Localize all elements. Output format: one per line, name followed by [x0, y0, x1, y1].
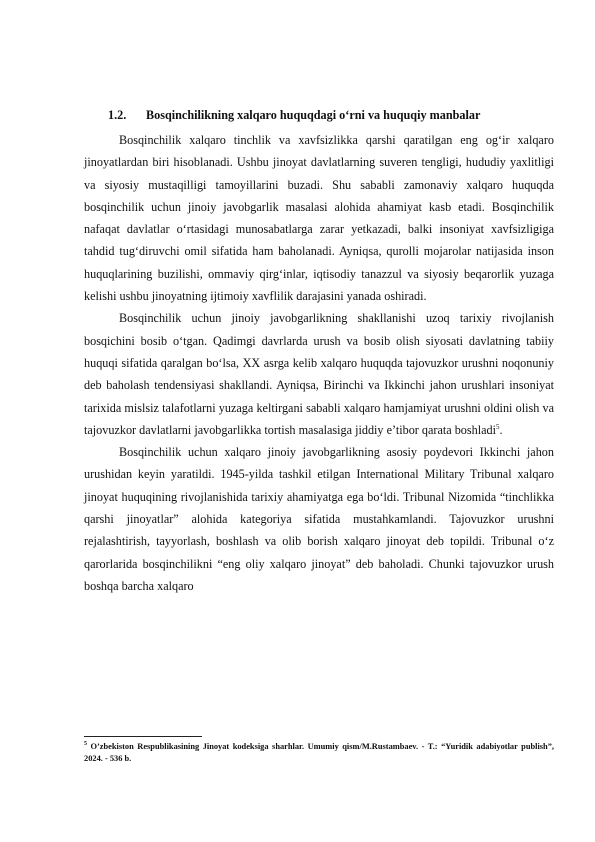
body-text	[84, 129, 554, 597]
footnote-reference[interactable]: 5	[496, 422, 500, 431]
paragraph-text: Bosqinchilik xalqaro tinchlik va xavfsizlikka qarshi qaratilgan eng og‘ir xalqaro jinoyatlardan biri hisoblanadi. Ushbu jinoyat davlatlarning suveren tengligi, hududiy yaxlitligi va siyosiy mustaqilligi tamoyillarini buzadi. Shu sababli zamonaviy xalqaro huquqda bosqinchilik uchun jinoiy javobgarlik masalasi alohida ahamiyat kasb etadi. Bosqinchilik nafaqat davlatlar o‘rtasidagi munosabatlarga zarar yetkazadi, balki insoniyat xavfsizligiga tahdid tug‘diruvchi omil sifatida ham baholanadi. Ayniqsa, qurolli mojarolar natijasida inson huquqlarining buzilishi, ommaviy qirg‘inlar, iqtisodiy tanazzul va siyosiy beqarorlik yuzaga kelishi ushbu jinoyatning ijtimoiy xavflilik darajasini yanada oshiradi.	[84, 133, 554, 304]
footnote-number: 5	[84, 741, 87, 748]
paragraph-text: Bosqinchilik uchun xalqaro jinoiy javobgarlikning asosiy poydevori Ikkinchi jahon urushidan keyin yaratildi. 1945-yilda tashkil etilgan International Military Tribunal xalqaro jinoyat huquqining rivojlanishida tarixiy ahamiyatga ega bo‘ldi. Tribunal Nizomida “tinchlikka qarshi jinoyatlar” alohida kategoriya sifatida mustahkamlandi. Tajovuzkor urushni rejalashtirish, tayyorlash, boshlash va olib borish xalqaro jinoyat deb topildi. Tribunal o‘z qarorlarida bosqinchilikni “eng oliy xalqaro jinoyat” deb baholadi. Chunki tajovuzkor urush boshqa barcha xalqaro	[84, 445, 554, 593]
paragraph-text: Bosqinchilik uchun jinoiy javobgarlikning shakllanishi uzoq tarixiy rivojlanish bosqichini bosib o‘tgan. Qadimgi davrlarda urush va bosib olish siyosati davlatning tabiiy huquqi sifatida qaralgan bo‘lsa, XX asrga kelib xalqaro huquqda tajovuzkor urushni noqonuniy deb baholash tendensiyasi shakllandi. Ayniqsa, Birinchi va Ikkinchi jahon urushlari insoniyat tarixida mislsiz talafotlarni yuzaga keltirgani sababli xalqaro hamjamiyat urushni oldini olish va tajovuzkor davlatlarni javobgarlikka tortish masalasiga jiddiy e’tibor qarata boshladi	[84, 311, 554, 437]
section-title: Bosqinchilikning xalqaro huquqdagi o‘rni va huquqiy manbalar	[146, 108, 481, 122]
paragraph	[84, 307, 554, 441]
paragraph-end: .	[499, 422, 503, 437]
footnote-separator	[84, 736, 202, 737]
footnote-text: O’zbekiston Respublikasining Jinoyat kodeksiga sharhlar. Umumiy qism/M.Rustambaev. - T.: “Yuridik adabiyotlar publish”, 2024. - 536 b.	[84, 742, 554, 763]
paragraph	[84, 441, 554, 597]
footnote	[84, 741, 554, 764]
section-number: 1.2.	[108, 108, 127, 122]
paragraph	[84, 129, 554, 307]
section-heading	[108, 106, 548, 124]
